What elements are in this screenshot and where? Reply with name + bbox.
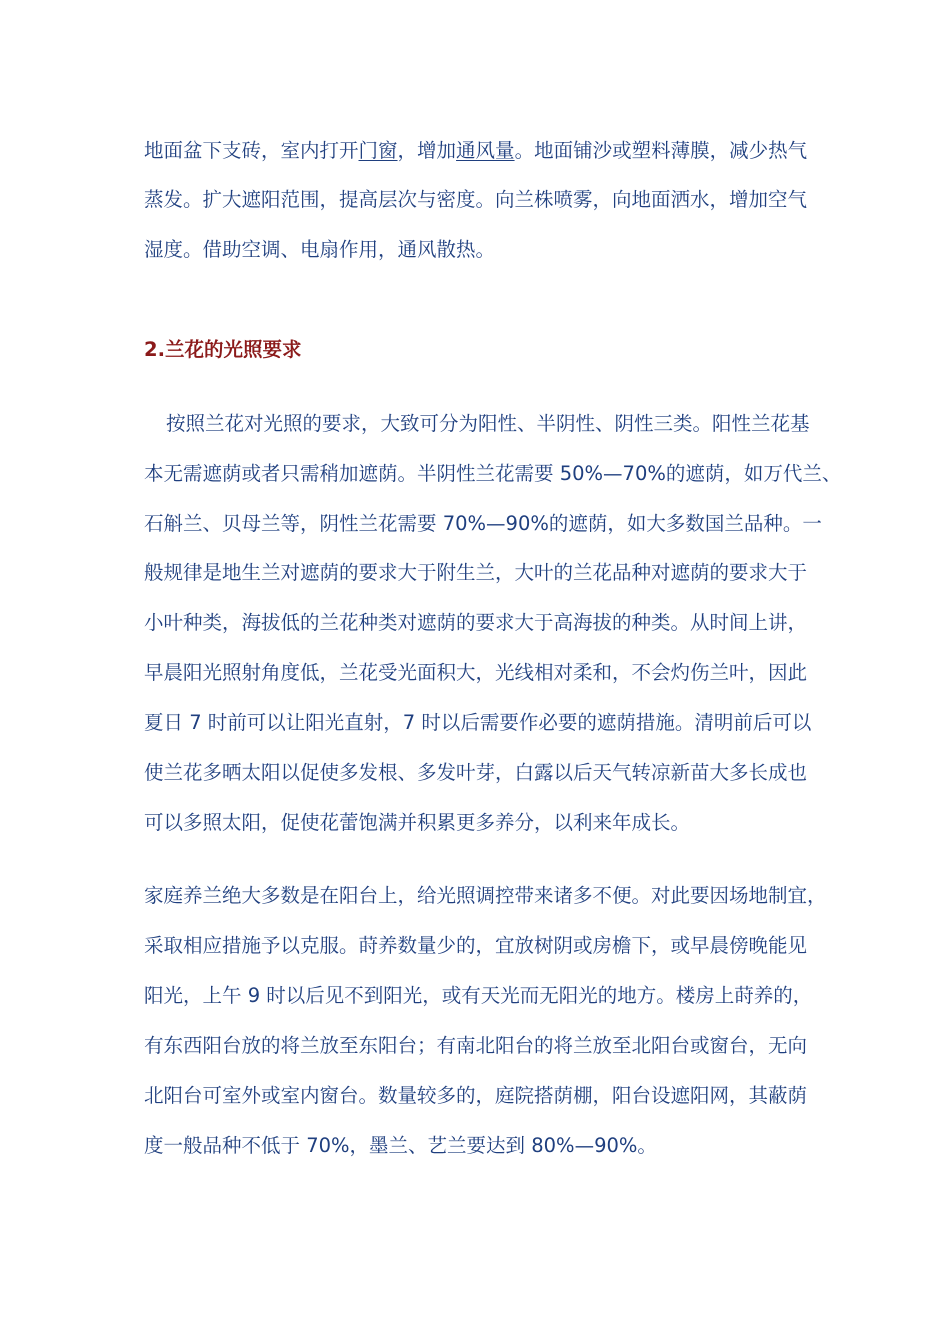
intro-line-3: 湿度。借助空调、电扇作用，通风散热。 [144,238,496,261]
paragraph2-line: 阳光，上午 9 时以后见不到阳光，或有天光而无阳光的地方。楼房上莳养的， [144,984,813,1007]
section-heading: 2.兰花的光照要求 [144,338,302,361]
paragraph1-line: 按照兰花对光照的要求，大致可分为阳性、半阴性、阴性三类。阳性兰花基 [166,412,810,435]
intro-text-part-3: 。地面铺沙或塑料薄膜，减少热气 [514,139,808,162]
paragraph1-line: 般规律是地生兰对遮荫的要求大于附生兰，大叶的兰花品种对遮荫的要求大于 [144,561,808,584]
paragraph1-line: 使兰花多晒太阳以促使多发根、多发叶芽，白露以后天气转凉新苗大多长成也 [144,761,808,784]
paragraph1-line: 小叶种类，海拔低的兰花种类对遮荫的要求大于高海拔的种类。从时间上讲， [144,611,808,634]
paragraph2-line: 家庭养兰绝大多数是在阳台上，给光照调控带来诸多不便。对此要因场地制宜， [144,884,827,907]
paragraph1-line: 石斛兰、贝母兰等，阴性兰花需要 70%—90%的遮荫，如大多数国兰品种。一 [144,512,822,535]
doors-windows-link[interactable]: 门窗 [358,139,398,162]
paragraph1-line: 夏日 7 时前可以让阳光直射，7 时以后需要作必要的遮荫措施。清明前后可以 [144,711,812,734]
paragraph1-line: 可以多照太阳，促使花蕾饱满并积累更多养分，以利来年成长。 [144,811,691,834]
ventilation-link[interactable]: 通风量 [456,139,515,162]
intro-text-part-1: 地面盆下支砖，室内打开 [144,139,359,162]
paragraph1-line: 本无需遮荫或者只需稍加遮荫。半阴性兰花需要 50%—70%的遮荫，如万代兰、 [144,462,842,485]
intro-line-2: 蒸发。扩大遮阳范围，提高层次与密度。向兰株喷雾，向地面洒水，增加空气 [144,188,808,211]
paragraph2-line: 度一般品种不低于 70%，墨兰、艺兰要达到 80%—90%。 [144,1134,657,1157]
paragraph2-line: 有东西阳台放的将兰放至东阳台；有南北阳台的将兰放至北阳台或窗台，无向 [144,1034,808,1057]
paragraph1-line: 早晨阳光照射角度低，兰花受光面积大，光线相对柔和，不会灼伤兰叶，因此 [144,661,808,684]
intro-text-part-2: ，增加 [397,139,457,162]
intro-line-1 [144,138,807,164]
paragraph2-line: 采取相应措施予以克服。莳养数量少的，宜放树阴或房檐下，或早晨傍晚能见 [144,934,808,957]
paragraph2-line: 北阳台可室外或室内窗台。数量较多的，庭院搭荫棚，阳台设遮阳网，其蔽荫 [144,1084,808,1107]
